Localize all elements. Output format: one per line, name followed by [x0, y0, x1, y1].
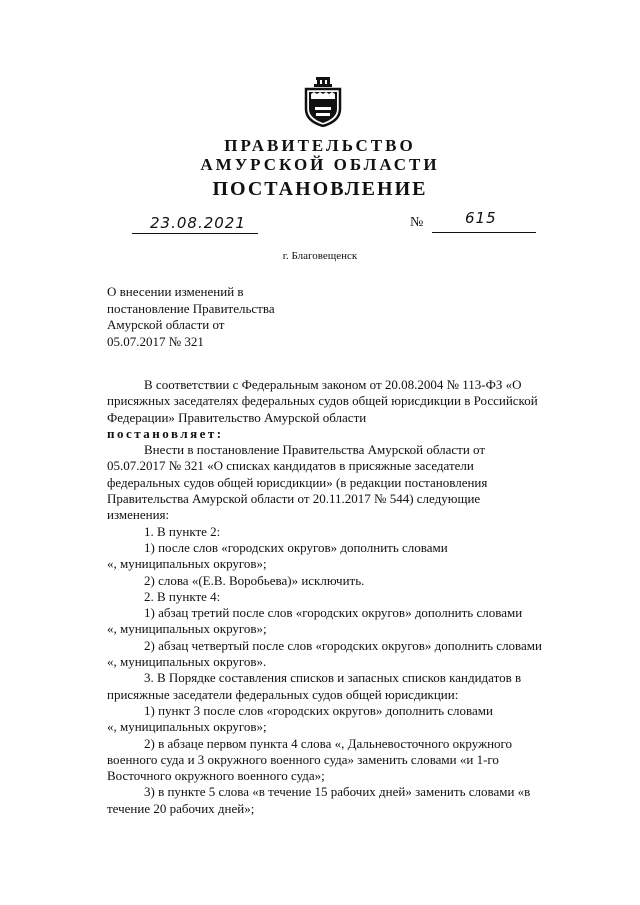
item-heading: 1. В пункте 2: [144, 523, 221, 539]
document-subject [107, 284, 275, 350]
preamble-line: присяжных заседателях федеральных судов общей юрисдикции в Российской [107, 393, 538, 409]
paragraph-line: 05.07.2017 № 321 «О списках кандидатов в присяжные заседатели [107, 458, 474, 474]
item-heading: 2. В пункте 4: [144, 588, 221, 604]
item-line: 2) в абзаце первом пункта 4 слова «, Дальневосточного окружного [144, 735, 513, 751]
item-line: течение 20 рабочих дней»; [107, 800, 255, 816]
item-line: 3) в пункте 5 слова «в течение 15 рабочих дней» заменить словами «в [144, 784, 531, 800]
number-sign: № [410, 215, 424, 230]
date-underline [132, 233, 258, 234]
item-line: военного суда и 3 окружного военного суда» заменить словами «и 1-го [107, 751, 499, 767]
number-underline [432, 232, 536, 233]
city-name: г. Благовещенск [282, 250, 358, 262]
item-line: Восточного окружного военного суда»; [107, 768, 325, 784]
handwritten-number: 615 [465, 209, 497, 227]
subject-line: 05.07.2017 № 321 [107, 333, 204, 349]
paragraph-line: изменения: [107, 507, 170, 523]
item-line: 1) пункт 3 после слов «городских округов» дополнить словами [144, 702, 493, 718]
item-line: «, муниципальных округов»; [107, 556, 267, 572]
decree-word: постановляет: [107, 425, 224, 441]
org-name-line2: АМУРСКОЙ ОБЛАСТИ [200, 155, 440, 174]
item-line: 1) после слов «городских округов» дополнить словами [144, 539, 448, 555]
handwritten-date: 23.08.2021 [150, 214, 246, 232]
paragraph-line: федеральных судов общей юрисдикции» (в редакции постановления [107, 474, 488, 490]
preamble-line: В соответствии с Федеральным законом от 20.08.2004 № 113-ФЗ «О [144, 377, 522, 392]
org-name-line1: ПРАВИТЕЛЬСТВО [224, 136, 416, 155]
amur-region-emblem-icon [304, 77, 342, 127]
item-line: «, муниципальных округов». [107, 654, 267, 670]
subject-line: постановление Правительства [107, 300, 275, 316]
document-body [107, 377, 585, 817]
item-line: 2) абзац четвертый после слов «городских округов» дополнить словами [144, 637, 542, 653]
item-line: «, муниципальных округов»; [107, 719, 267, 735]
subject-line: О внесении изменений в [107, 284, 244, 299]
subject-line: Амурской области от [107, 317, 225, 332]
paragraph-line: Правительства Амурской области от 20.11.2017 № 544) следующие [107, 491, 481, 507]
item-heading: присяжные заседатели федеральных судов общей юрисдикции: [107, 686, 459, 702]
preamble-line: Федерации» Правительство Амурской области [107, 409, 367, 425]
document-type: ПОСТАНОВЛЕНИЕ [212, 178, 428, 200]
item-line: «, муниципальных округов»; [107, 621, 267, 637]
item-line: 2) слова «(Е.В. Воробьева)» исключить. [144, 572, 365, 588]
paragraph-line: Внести в постановление Правительства Амурской области от [144, 442, 486, 458]
item-heading: 3. В Порядке составления списков и запасных списков кандидатов в [144, 670, 522, 686]
item-line: 1) абзац третий после слов «городских округов» дополнить словами [144, 605, 523, 621]
